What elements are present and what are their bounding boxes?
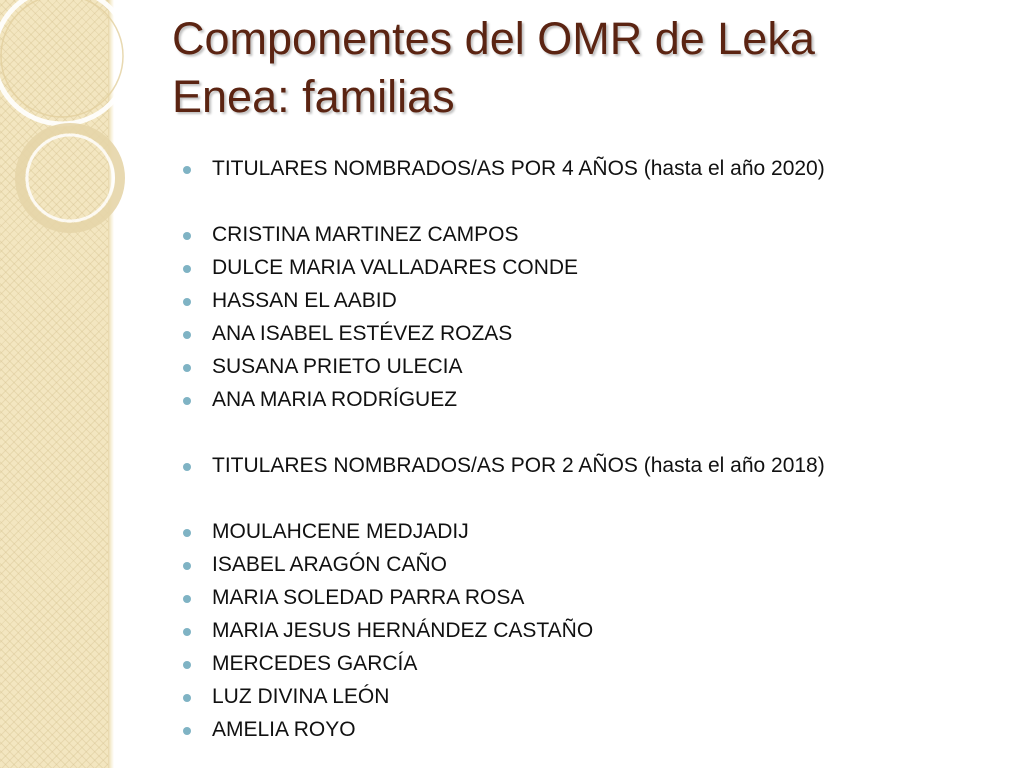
list-item <box>182 449 982 482</box>
bullet-icon <box>183 562 191 570</box>
list-item <box>182 251 982 284</box>
list-item <box>182 548 982 581</box>
bullet-icon <box>183 529 191 537</box>
side-panel-pattern <box>0 0 113 768</box>
bullet-icon <box>183 595 191 603</box>
list-item <box>182 680 982 713</box>
list-item <box>182 218 982 251</box>
list-item <box>182 152 982 185</box>
list-item <box>182 515 982 548</box>
list-item <box>182 284 982 317</box>
bullet-icon <box>183 397 191 405</box>
list-item <box>182 581 982 614</box>
list-item <box>182 383 982 416</box>
list-item-text: MARIA JESUS HERNÁNDEZ CASTAÑO <box>212 619 594 642</box>
bullet-icon <box>183 727 191 735</box>
list-item-text: TITULARES NOMBRADOS/AS POR 2 AÑOS (hasta el año 2018) <box>212 454 825 477</box>
title-line-2: Enea: familias <box>172 71 455 122</box>
bullet-icon <box>183 463 191 471</box>
list-item-text: LUZ DIVINA LEÓN <box>212 685 390 708</box>
bullet-icon <box>183 265 191 273</box>
list-item <box>182 713 982 746</box>
list-item-text: AMELIA ROYO <box>212 718 356 741</box>
bullet-icon <box>183 628 191 636</box>
bullet-icon <box>183 364 191 372</box>
list-item-text: CRISTINA MARTINEZ CAMPOS <box>212 223 519 246</box>
page-title <box>172 10 992 126</box>
list-item-text: SUSANA PRIETO ULECIA <box>212 355 463 378</box>
side-panel-edge <box>108 0 114 768</box>
bullet-icon <box>183 661 191 669</box>
list-item-text: ANA ISABEL ESTÉVEZ ROZAS <box>212 322 513 345</box>
list-item-text: DULCE MARIA VALLADARES CONDE <box>212 256 579 279</box>
bullet-icon <box>183 694 191 702</box>
bullet-list <box>182 152 982 746</box>
list-item <box>182 317 982 350</box>
list-spacer <box>182 416 982 449</box>
list-item <box>182 350 982 383</box>
list-item <box>182 614 982 647</box>
bullet-icon <box>183 298 191 306</box>
list-item-text: TITULARES NOMBRADOS/AS POR 4 AÑOS (hasta el año 2020) <box>212 157 825 180</box>
list-item-text: ANA MARIA RODRÍGUEZ <box>212 388 458 411</box>
list-item <box>182 647 982 680</box>
list-item-text: MOULAHCENE MEDJADIJ <box>212 520 469 543</box>
list-spacer <box>182 185 982 218</box>
bullet-icon <box>183 166 191 174</box>
bullet-icon <box>183 232 191 240</box>
list-item-text: ISABEL ARAGÓN CAÑO <box>212 553 447 576</box>
bullet-icon <box>183 331 191 339</box>
title-line-1: Componentes del OMR de Leka <box>172 13 815 64</box>
list-spacer <box>182 482 982 515</box>
list-item-text: MARIA SOLEDAD PARRA ROSA <box>212 586 525 609</box>
list-item-text: HASSAN EL AABID <box>212 289 397 312</box>
list-item-text: MERCEDES GARCÍA <box>212 652 418 675</box>
